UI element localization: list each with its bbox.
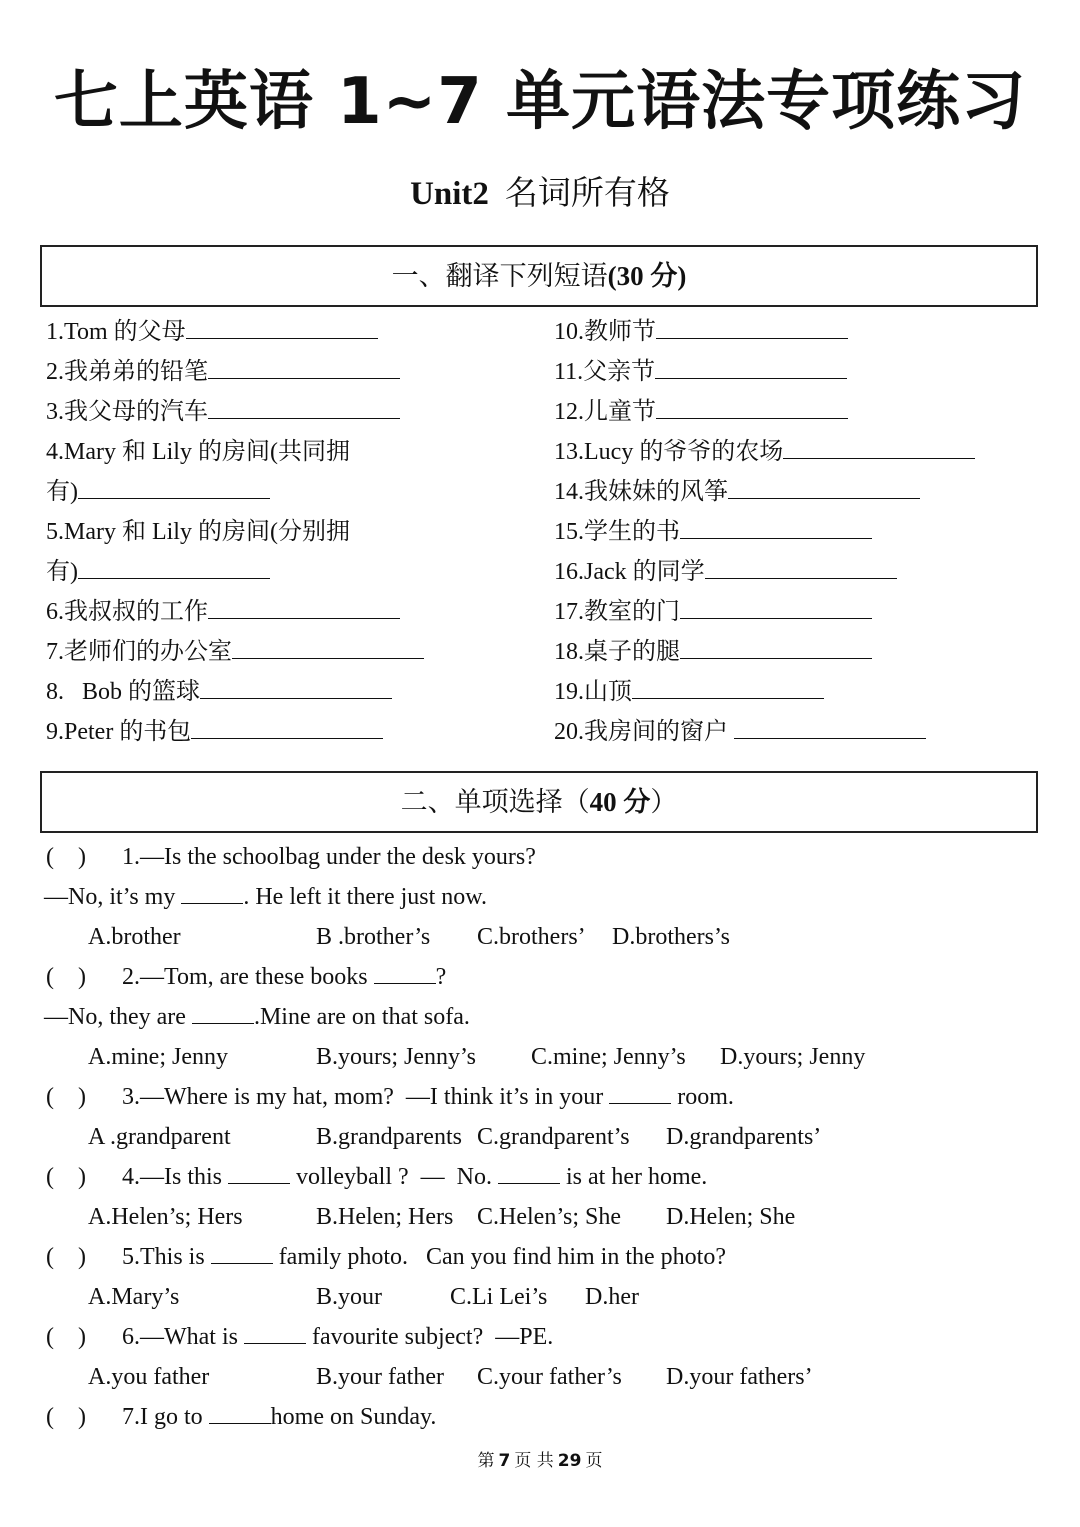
- reply-text: —No, it’s my: [44, 884, 182, 910]
- question-stem: family photo. Can you find him in the photo?: [272, 1244, 726, 1270]
- list-item: [554, 392, 1034, 432]
- list-item: [554, 432, 1034, 472]
- footer-middle: 页 共: [514, 1451, 554, 1471]
- answer-paren[interactable]: ( ): [46, 1404, 86, 1430]
- fill-blank[interactable]: [609, 1079, 671, 1104]
- question-6-options: [46, 1357, 1036, 1397]
- unit-heading: [0, 172, 1080, 216]
- list-item: [46, 352, 516, 392]
- option-b[interactable]: B.grandparents: [316, 1124, 462, 1150]
- list-item: [46, 552, 516, 592]
- item-text: 7.老师们的办公室: [46, 639, 232, 665]
- fill-blank[interactable]: [244, 1319, 306, 1344]
- list-item: [46, 512, 516, 552]
- question-1: [46, 837, 1036, 877]
- answer-blank[interactable]: [191, 712, 383, 739]
- item-text: 15.学生的书: [554, 519, 680, 545]
- section2-points: 40 分: [589, 787, 651, 817]
- item-text: 17.教室的门: [554, 599, 680, 625]
- fill-blank[interactable]: [374, 959, 436, 984]
- list-item: [554, 512, 1034, 552]
- answer-blank[interactable]: [208, 592, 400, 619]
- question-stem: 6.—What is: [122, 1324, 244, 1350]
- question-1-options: [46, 917, 1036, 957]
- list-item: [46, 592, 516, 632]
- option-a[interactable]: A.you father: [88, 1364, 210, 1390]
- section1-title: 一、翻译下列短语: [391, 261, 608, 291]
- question-stem: 1.—Is the schoolbag under the desk yours?: [122, 844, 536, 870]
- question-stem: 3.—Where is my hat, mom? —I think it’s in your: [122, 1084, 610, 1110]
- item-text: 12.儿童节: [554, 399, 656, 425]
- question-2: [46, 957, 1036, 997]
- question-stem: 4.—Is this: [122, 1164, 229, 1190]
- list-item: [46, 712, 516, 752]
- total-pages: 29: [557, 1451, 582, 1471]
- item-text: 16.Jack 的同学: [554, 559, 705, 585]
- item-text: 3.我父母的汽车: [46, 399, 208, 425]
- multiple-choice-list: [46, 837, 1036, 1437]
- list-item: [554, 712, 1034, 752]
- item-text: 9.Peter 的书包: [46, 719, 192, 745]
- fill-blank[interactable]: [498, 1159, 560, 1184]
- fill-blank[interactable]: [181, 879, 243, 904]
- answer-blank[interactable]: [680, 512, 872, 539]
- answer-blank[interactable]: [728, 472, 920, 499]
- item-text: 11.父亲节: [554, 359, 656, 385]
- answer-paren[interactable]: ( ): [46, 1244, 86, 1270]
- answer-blank[interactable]: [783, 432, 975, 459]
- list-item: [46, 672, 516, 712]
- question-stem: home on Sunday.: [270, 1404, 437, 1430]
- answer-paren[interactable]: ( ): [46, 964, 86, 990]
- answer-blank[interactable]: [705, 552, 897, 579]
- option-d[interactable]: D.brothers’s: [612, 924, 730, 950]
- list-item: [554, 592, 1034, 632]
- item-text: 有): [46, 479, 78, 505]
- question-3-options: [46, 1117, 1036, 1157]
- option-a[interactable]: A.Mary’s: [88, 1284, 180, 1310]
- option-b[interactable]: B.yours; Jenny’s: [316, 1044, 477, 1070]
- list-item: [554, 352, 1034, 392]
- answer-paren[interactable]: ( ): [46, 1084, 86, 1110]
- answer-blank[interactable]: [734, 712, 926, 739]
- item-text: 18.桌子的腿: [554, 639, 680, 665]
- option-d[interactable]: D.Helen; She: [666, 1204, 796, 1230]
- option-c[interactable]: C.Helen’s; She: [477, 1204, 621, 1230]
- page-title: 七上英语 1~7 单元语法专项练习: [53, 65, 1027, 139]
- question-5-options: [46, 1277, 1036, 1317]
- option-c[interactable]: C.grandparent’s: [477, 1124, 630, 1150]
- question-stem: is at her home.: [559, 1164, 708, 1190]
- question-7: [46, 1397, 1036, 1437]
- list-item: [46, 312, 516, 352]
- item-text: 19.山顶: [554, 679, 632, 705]
- question-stem: 7.I go to: [122, 1404, 209, 1430]
- section2-header: [40, 771, 1038, 833]
- item-text: 1.Tom 的父母: [46, 319, 186, 345]
- option-c[interactable]: C.mine; Jenny’s: [531, 1044, 686, 1070]
- fill-blank[interactable]: [211, 1239, 273, 1264]
- option-a[interactable]: A.mine; Jenny: [88, 1044, 228, 1070]
- fill-blank[interactable]: [228, 1159, 290, 1184]
- fill-blank[interactable]: [209, 1399, 271, 1424]
- option-d[interactable]: D.grandparents’: [666, 1124, 822, 1150]
- option-d[interactable]: D.your fathers’: [666, 1364, 813, 1390]
- page-number: 7: [498, 1451, 511, 1471]
- answer-paren[interactable]: ( ): [46, 844, 86, 870]
- option-b[interactable]: B.Helen; Hers: [316, 1204, 454, 1230]
- question-stem: ?: [435, 964, 447, 990]
- option-d[interactable]: D.yours; Jenny: [720, 1044, 866, 1070]
- question-6: [46, 1317, 1036, 1357]
- option-a[interactable]: A .grandparent: [88, 1124, 231, 1150]
- list-item: [554, 552, 1034, 592]
- answer-blank[interactable]: [208, 392, 400, 419]
- list-item: [46, 632, 516, 672]
- option-c[interactable]: C.Li Lei’s: [450, 1284, 548, 1310]
- answer-blank[interactable]: [200, 672, 392, 699]
- question-2-options: [46, 1037, 1036, 1077]
- answer-blank[interactable]: [208, 352, 400, 379]
- footer-suffix: 页: [585, 1451, 603, 1471]
- reply-text: . He left it there just now.: [243, 884, 488, 910]
- page-footer: [0, 1448, 1080, 1474]
- option-b[interactable]: B.your: [316, 1284, 382, 1310]
- section2-title: 二、单项选择（: [400, 787, 590, 817]
- reply-text: —No, they are: [44, 1004, 192, 1030]
- item-text: 14.我妹妹的风筝: [554, 479, 728, 505]
- question-stem: 2.—Tom, are these books: [122, 964, 374, 990]
- question-5: [46, 1237, 1036, 1277]
- list-item: [46, 392, 516, 432]
- question-2-reply: [44, 997, 1036, 1037]
- option-b[interactable]: B.your father: [316, 1364, 444, 1390]
- answer-blank[interactable]: [78, 472, 270, 499]
- answer-blank[interactable]: [78, 552, 270, 579]
- unit-topic: 名词所有格: [504, 176, 670, 212]
- list-item: [46, 432, 516, 472]
- answer-blank[interactable]: [656, 392, 848, 419]
- answer-blank[interactable]: [232, 632, 424, 659]
- unit-label: Unit2: [410, 176, 489, 212]
- question-stem: 5.This is: [122, 1244, 211, 1270]
- section1-right-column: [554, 312, 1034, 752]
- question-stem: favourite subject? —PE.: [305, 1324, 554, 1350]
- item-text: 6.我叔叔的工作: [46, 599, 208, 625]
- question-4-options: [46, 1197, 1036, 1237]
- question-stem: room.: [671, 1084, 734, 1110]
- list-item: [46, 472, 516, 512]
- option-a[interactable]: A.Helen’s; Hers: [88, 1204, 243, 1230]
- answer-paren[interactable]: ( ): [46, 1324, 86, 1350]
- question-3: [46, 1077, 1036, 1117]
- section2-title-end: ）: [650, 787, 678, 817]
- item-text: 13.Lucy 的爷爷的农场: [554, 439, 784, 465]
- section1-points: (30 分): [607, 261, 687, 291]
- list-item: [554, 472, 1034, 512]
- answer-blank[interactable]: [656, 312, 848, 339]
- item-text: 8. Bob 的篮球: [46, 679, 201, 705]
- answer-blank[interactable]: [655, 352, 847, 379]
- item-text: 10.教师节: [554, 319, 656, 345]
- option-d[interactable]: D.her: [585, 1284, 639, 1310]
- list-item: [554, 312, 1034, 352]
- option-a[interactable]: A.brother: [88, 924, 181, 950]
- reply-text: .Mine are on that sofa.: [253, 1004, 470, 1030]
- item-text: 有): [46, 559, 78, 585]
- list-item: [554, 672, 1034, 712]
- answer-blank[interactable]: [680, 632, 872, 659]
- section1-header: [40, 245, 1038, 307]
- answer-paren[interactable]: ( ): [46, 1164, 86, 1190]
- answer-blank[interactable]: [632, 672, 824, 699]
- footer-prefix: 第: [477, 1451, 495, 1471]
- answer-blank[interactable]: [186, 312, 378, 339]
- question-1-reply: [44, 877, 1036, 917]
- list-item: [554, 632, 1034, 672]
- item-text: 5.Mary 和 Lily 的房间(分别拥: [46, 519, 350, 545]
- item-text: 20.我房间的窗户: [554, 719, 734, 745]
- option-c[interactable]: C.your father’s: [477, 1364, 622, 1390]
- option-c[interactable]: C.brothers’: [477, 924, 586, 950]
- answer-blank[interactable]: [680, 592, 872, 619]
- item-text: 4.Mary 和 Lily 的房间(共同拥: [46, 439, 350, 465]
- section1-left-column: [46, 312, 516, 752]
- question-4: [46, 1157, 1036, 1197]
- fill-blank[interactable]: [192, 999, 254, 1024]
- question-stem: volleyball ? — No.: [290, 1164, 498, 1190]
- option-b[interactable]: B .brother’s: [316, 924, 431, 950]
- item-text: 2.我弟弟的铅笔: [46, 359, 208, 385]
